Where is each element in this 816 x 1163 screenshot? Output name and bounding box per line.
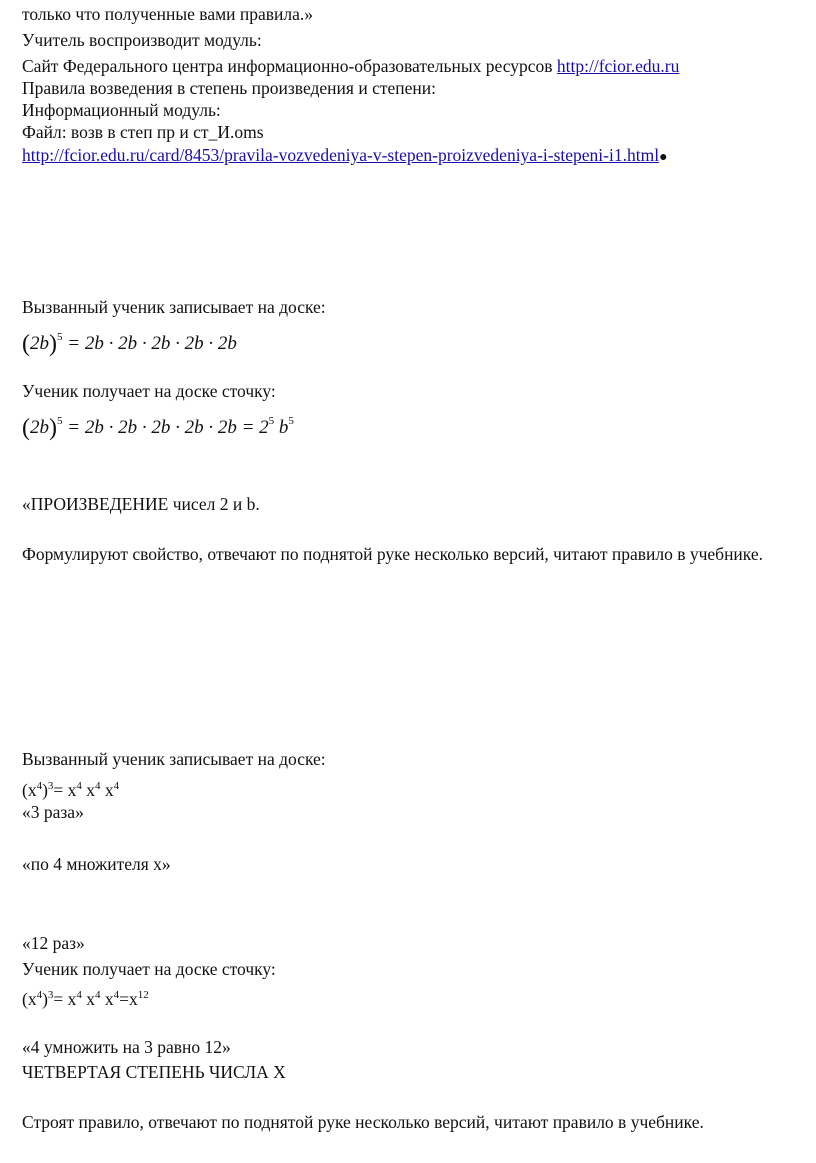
formula-2-base: 2b (30, 417, 49, 438)
formula-1-exp: 5 (57, 331, 63, 343)
text-line-2: Учитель воспроизводит модуль: (22, 30, 262, 50)
formula-3-x3: x (100, 780, 114, 800)
formula-3-eq: = x (53, 780, 77, 800)
formula-3-inner-exp: 4 (36, 780, 43, 792)
formula-4-outer-exp: 3 (47, 989, 54, 1001)
formula-3-e1: 4 (76, 780, 82, 792)
text-line-5: Информационный модуль: (22, 100, 221, 120)
formula-2 (22, 410, 294, 439)
formula-2-close: ) (49, 415, 57, 441)
text-line-17: «4 умножить на 3 равно 12» (22, 1037, 231, 1057)
formula-1-open: ( (22, 331, 30, 357)
formula-3-base: (x (22, 780, 37, 800)
text-line-16: Ученик получает на доске сточку: (22, 959, 276, 979)
text-line-19: Строят правило, отвечают по поднятой руке несколько версий, читают правило в учебнике. (22, 1112, 704, 1132)
text-line-18: ЧЕТВЕРТАЯ СТЕПЕНЬ ЧИСЛА Х (22, 1062, 286, 1082)
formula-2-var: b (274, 417, 289, 438)
text-line-9: Ученик получает на доске сточку: (22, 381, 276, 401)
text-line-3 (22, 55, 679, 77)
formula-4-e2: 4 (95, 989, 101, 1001)
formula-4-e3: 4 (113, 989, 120, 1001)
formula-4-e1: 4 (76, 989, 82, 1001)
text-line-15: «12 раз» (22, 933, 85, 953)
paragraph-1: Формулируют свойство, отвечают по поднятой руке несколько версий, читают правило в учебнике. (22, 544, 764, 564)
formula-4 (22, 984, 149, 1010)
formula-1-base: 2b (30, 333, 49, 354)
text-line-4: Правила возведения в степень произведения и степени: (22, 78, 436, 98)
formula-4-x3: x (100, 989, 114, 1009)
formula-4-eq: = x (53, 989, 77, 1009)
module-link[interactable]: http://fcior.edu.ru/card/8453/pravila-vozvedeniya-v-stepen-proizvedeniya-i-stepeni-i1.html (22, 145, 660, 165)
text-line-10: «ПРОИЗВЕДЕНИЕ чисел 2 и b. (22, 494, 260, 514)
text-line-12: Вызванный ученик записывает на доске: (22, 749, 326, 769)
formula-1-close: ) (49, 331, 57, 357)
formula-1 (22, 326, 237, 355)
text-line-8: Вызванный ученик записывает на доске: (22, 297, 326, 317)
text-line-7 (22, 144, 668, 169)
formula-2-open: ( (22, 415, 30, 441)
formula-3-e2: 4 (95, 780, 101, 792)
formula-3-outer-exp: 3 (47, 780, 54, 792)
text-line-13: «3 раза» (22, 802, 84, 822)
text-line-14: «по 4 множителя х» (22, 854, 171, 874)
formula-4-e4: 12 (137, 989, 149, 1001)
formula-4-inner-exp: 4 (36, 989, 43, 1001)
text-line-6: Файл: возв в степ пр и ст_И.oms (22, 122, 264, 142)
formula-3-x2: x (81, 780, 96, 800)
formula-2-rhs: = 2b · 2b · 2b · 2b · 2b = 2 (67, 417, 269, 438)
formula-2-exp: 5 (57, 415, 63, 427)
formula-4-close: ) (42, 989, 48, 1009)
formula-4-x2: x (81, 989, 96, 1009)
formula-4-res: =x (119, 989, 138, 1009)
formula-3-e3: 4 (113, 780, 120, 792)
formula-2-exp3: 5 (288, 415, 294, 427)
site-label: Сайт Федерального центра информационно-образовательных ресурсов (22, 56, 557, 76)
fcior-link[interactable]: http://fcior.edu.ru (556, 56, 680, 76)
formula-3-close: ) (42, 780, 48, 800)
formula-4-base: (x (22, 989, 37, 1009)
formula-1-rhs: = 2b · 2b · 2b · 2b · 2b (67, 333, 237, 354)
bullet-icon: ● (659, 150, 668, 165)
formula-2-exp2: 5 (268, 415, 275, 427)
text-line-1: только что полученные вами правила.» (22, 4, 314, 24)
formula-3 (22, 775, 119, 801)
